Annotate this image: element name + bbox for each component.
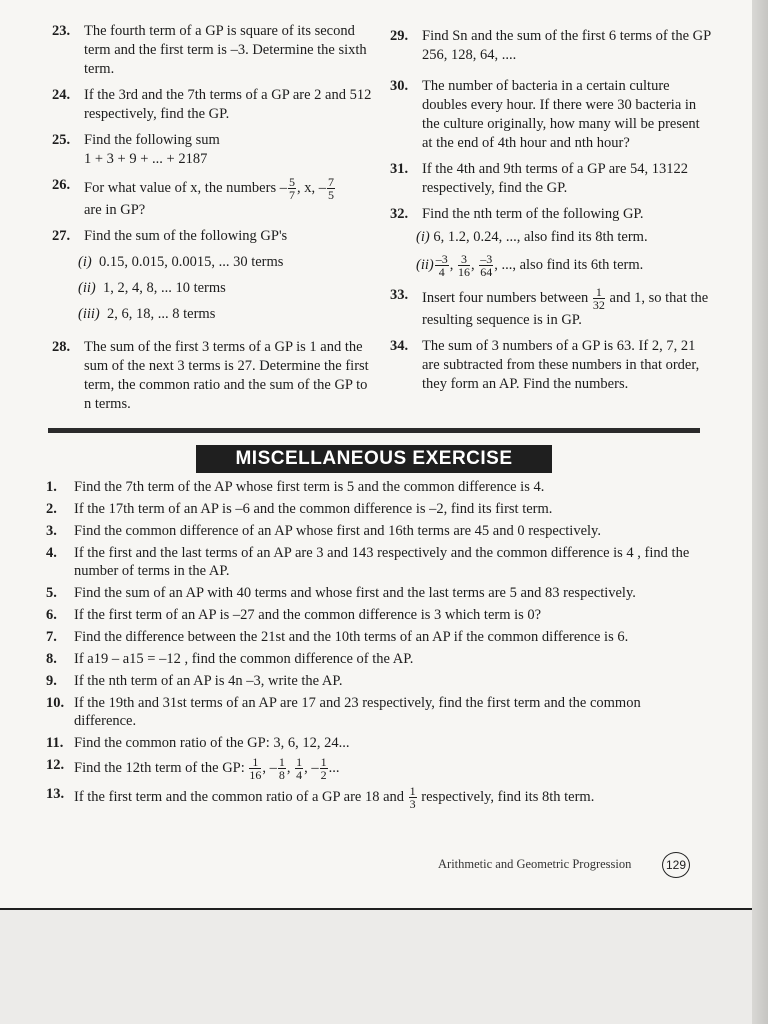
fraction: $\frac{-3}{64}$ [480,252,493,279]
question-32: 32. Find the nth term of the following GP. [390,206,644,222]
misc-question-3: 3. Find the common difference of an AP whose first and 16th terms are 45 and 0 respectively. [46,523,601,539]
question-29: 29. Find Sn and the sum of the first 6 terms of the GP 256, 128, 64, .... [390,28,711,63]
question-31: 31. If the 4th and 9th terms of a GP are 54, 13122 respectively, find the GP. [390,161,689,196]
question-24: 24. If the 3rd and the 7th terms of a GP are 2 and 512 respectively, find the GP. [52,87,372,122]
question-25: 25. Find the following sum 1 + 3 + 9 + ... + 2187 [52,132,220,167]
question-23: 23. The fourth term of a GP is square of its second term and the first term is –3. Determine the sixth term. [52,23,367,77]
misc-question-4: 4. If the first and the last terms of an AP are 3 and 143 respectively and the common difference is 4 , find the number of terms in the AP. [46,545,690,579]
section-title: MISCELLANEOUS EXERCISE [196,445,552,473]
question-28: 28. The sum of the first 3 terms of a GP is 1 and the sum of the next 3 terms is 27. Determine the first term, the common ratio and the sum of the GP to n terms. [52,339,369,412]
chapter-footer: Arithmetic and Geometric Progression [438,857,632,871]
question-26: 26. For what value of x, the numbers – $\frac{5}{7}$ , x, – $\frac{7}{5}$ are in GP? [52,175,334,218]
q27-part-i: (i) 0.15, 0.015, 0.0015, ... 30 terms [78,254,284,270]
fraction: $\frac{-3}{4}$ [435,252,448,279]
section-divider [48,428,700,433]
fraction: $\frac{1}{2}$ [320,755,327,782]
left-column [52,22,377,421]
misc-question-10: 10. If the 19th and 31st terms of an AP are 17 and 23 respectively, find the first term and the common difference. [46,695,641,729]
misc-question-5: 5. Find the sum of an AP with 40 terms and whose first and the last terms are 5 and 83 respectively. [46,585,636,601]
fraction: $\frac{1}{3}$ [409,784,416,811]
fraction: $\frac{1}{4}$ [296,755,303,782]
fraction: $\frac{5}{7}$ [288,175,295,202]
question-34: 34. The sum of 3 numbers of a GP is 63. If 2, 7, 21 are subtracted from these numbers in that order, they form an AP. Find the numbers. [390,338,700,392]
question-30: 30. The number of bacteria in a certain culture doubles every hour. If there were 30 bacteria in the culture originally, how many will be present at the end of 4th hour and nth hour? [390,78,700,151]
misc-question-11: 11. Find the common ratio of the GP: 3, 6, 12, 24... [46,735,350,751]
misc-question-1: 1. Find the 7th term of the AP whose first term is 5 and the common difference is 4. [46,479,545,495]
fraction: $\frac{3}{16}$ [457,252,470,279]
fraction: $\frac{1}{16}$ [249,755,262,782]
page-number: 129 [662,852,690,878]
q27-part-ii: (ii) 1, 2, 4, 8, ... 10 terms [78,280,226,296]
fraction: $\frac{7}{5}$ [327,175,334,202]
q27-part-iii: (iii) 2, 6, 18, ... 8 terms [78,306,216,322]
misc-question-13: 13. If the first term and the common ratio of a GP are 18 and $\frac{1}{3}$ respectively, find its 8th term. [46,784,595,811]
misc-exercise-list [46,478,702,814]
misc-question-2: 2. If the 17th term of an AP is –6 and the common difference is –2, find its first term. [46,501,553,517]
question-27: 27. Find the sum of the following GP's [52,228,288,244]
right-column [390,27,712,401]
q32-part-ii: (ii) $\frac{-3}{4}$ , $\frac{3}{16}$ , $\frac{-3}{64}$ , ..., also find its 6th term. [416,252,644,279]
misc-question-8: 8. If a19 – a15 = –12 , find the common difference of the AP. [46,651,414,667]
misc-question-12: 12. Find the 12th term of the GP: $\frac{1}{16}$ , – $\frac{1}{8}$ , $\frac{1}{4}$ , – $\frac{1}{2}$ ... [46,755,340,782]
misc-question-9: 9. If the nth term of an AP is 4n –3, write the AP. [46,673,343,689]
question-33: 33. Insert four numbers between $\frac{1}{32}$ and 1, so that the resulting sequence is in GP. [390,285,709,328]
misc-question-7: 7. Find the difference between the 21st and the 10th terms of an AP if the common difference is 6. [46,629,629,645]
q32-part-i: (i) 6, 1.2, 0.24, ..., also find its 8th term. [416,229,648,245]
fraction: $\frac{1}{8}$ [278,755,285,782]
misc-question-6: 6. If the first term of an AP is –27 and the common difference is 3 which term is 0? [46,607,542,623]
fraction: $\frac{1}{32}$ [592,285,605,312]
page-edge [752,0,768,1024]
